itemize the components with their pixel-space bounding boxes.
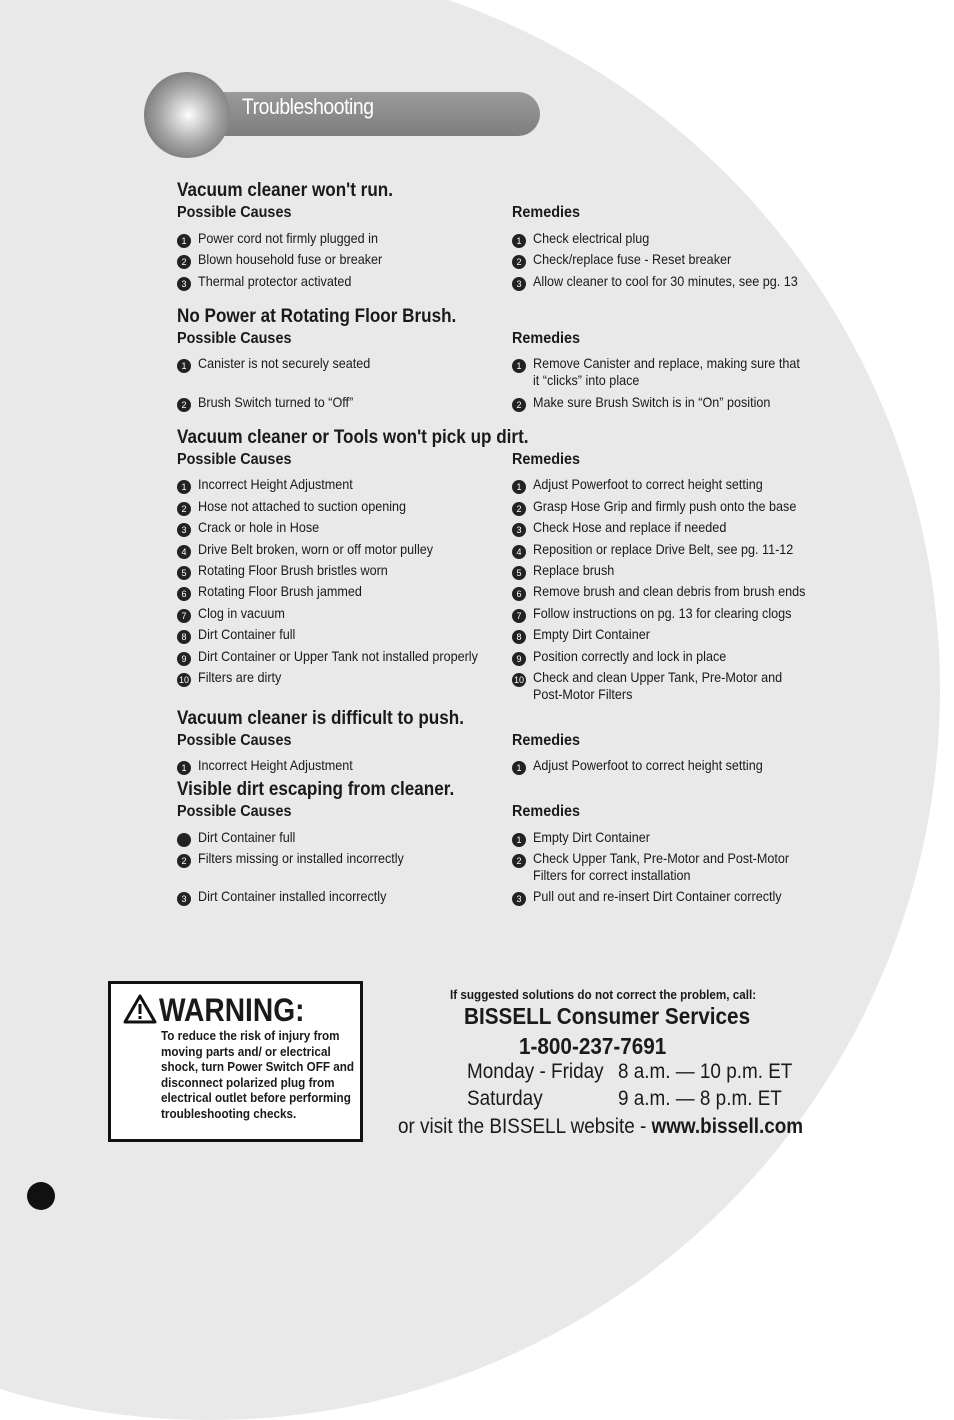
list-item: 1 Canister is not securely seated — [177, 355, 389, 372]
list-item: 4 Drive Belt broken, worn or off motor pulley — [177, 541, 459, 558]
list-item: 6 Remove brush and clean debris from brush ends — [512, 583, 836, 600]
list-item: 5 Rotating Floor Brush bristles worn — [177, 562, 409, 579]
section-no-brush-power — [177, 306, 837, 411]
saturday-hours: 9 a.m. — 8 p.m. ET — [618, 1087, 782, 1110]
causes-heading: Possible Causes — [177, 451, 292, 468]
weekday-label: Monday - Friday — [467, 1060, 604, 1083]
header-sphere-icon — [144, 72, 230, 158]
remedies-heading: Remedies — [512, 204, 581, 221]
section-difficult-push — [177, 708, 837, 774]
number-badge: 1 — [512, 480, 526, 494]
number-badge: 3 — [177, 523, 191, 537]
list-item: 1 Incorrect Height Adjustment — [177, 476, 370, 493]
number-badge: 10 — [178, 675, 189, 686]
list-item: 1 Adjust Powerfoot to correct height setting — [512, 476, 788, 493]
number-badge: 1 — [177, 480, 191, 494]
number-badge: 5 — [512, 566, 526, 580]
causes-heading: Possible Causes — [177, 204, 292, 221]
list-item: 2 Check/replace fuse - Reset breaker — [512, 251, 753, 268]
section-title: Vacuum cleaner won't run. — [177, 180, 393, 201]
warning-triangle-icon — [123, 994, 157, 1024]
list-item: 8 Dirt Container full — [177, 626, 306, 643]
list-item: 2 Hose not attached to suction opening — [177, 498, 429, 515]
list-item: 1 Power cord not firmly plugged in — [177, 230, 398, 247]
list-item: 2 Blown household fuse or breaker — [177, 251, 403, 268]
section-title: Vacuum cleaner or Tools won't pick up dirt. — [177, 427, 529, 448]
list-item: 3 Crack or hole in Hose — [177, 519, 333, 536]
number-badge: 1 — [512, 234, 526, 248]
number-badge: 3 — [177, 277, 191, 291]
list-item: 10 Filters are dirty — [178, 669, 282, 686]
list-item: 3 Dirt Container installed incorrectly — [177, 888, 407, 905]
list-item: 4 Reposition or replace Drive Belt, see pg. 11-12 — [512, 541, 822, 558]
list-item: 1 Remove Canister and replace, making sure that it “clicks” into place — [512, 355, 829, 389]
list-item: 1 Check electrical plug — [512, 230, 662, 247]
list-item: 9 Position correctly and lock in place — [512, 648, 748, 665]
list-item: 3 Allow cleaner to cool for 30 minutes, see pg. 13 — [512, 273, 827, 290]
number-badge: 1 — [177, 761, 191, 775]
remedies-heading: Remedies — [512, 330, 581, 347]
list-item: 2 Check Upper Tank, Pre-Motor and Post-Motor Filters for correct installation — [512, 850, 818, 884]
number-badge: 2 — [512, 398, 526, 412]
number-badge: 1 — [177, 234, 191, 248]
remedies-heading: Remedies — [512, 803, 581, 820]
number-badge: 4 — [177, 545, 191, 559]
number-badge — [177, 833, 191, 847]
number-badge: 1 — [512, 359, 526, 373]
list-item: 1 Empty Dirt Container — [512, 829, 663, 846]
number-badge: 2 — [512, 255, 526, 269]
list-item: 3 Thermal protector activated — [177, 273, 368, 290]
warning-text: To reduce the risk of injury from moving parts and/ or electrical shock, turn Power Switch OFF and disconnect polarized plug from electrical outlet before performing troubleshooting checks. — [161, 1028, 355, 1121]
list-item: 5 Replace brush — [512, 562, 623, 579]
list-item: 2 Grasp Hose Grip and firmly push onto the base — [512, 498, 826, 515]
phone-number: 1-800-237-7691 — [519, 1033, 667, 1059]
section-title: Vacuum cleaner is difficult to push. — [177, 708, 464, 729]
causes-heading: Possible Causes — [177, 803, 292, 820]
weekday-hours: 8 a.m. — 10 p.m. ET — [618, 1060, 793, 1083]
list-item: 9 Dirt Container or Upper Tank not installed properly — [177, 648, 509, 665]
section-title: Visible dirt escaping from cleaner. — [177, 779, 455, 800]
list-item: 1 Incorrect Height Adjustment — [177, 757, 370, 774]
number-badge: 7 — [512, 609, 526, 623]
section-dirt-escaping — [177, 779, 837, 905]
list-item: 10 Check and clean Upper Tank, Pre-Motor and Post-Motor Filters — [513, 669, 783, 702]
saturday-label: Saturday — [467, 1087, 543, 1110]
list-item: 2 Filters missing or installed incorrectly — [177, 850, 427, 867]
number-badge: 8 — [177, 630, 191, 644]
number-badge: 8 — [512, 630, 526, 644]
number-badge: 4 — [512, 545, 526, 559]
number-badge: 6 — [177, 587, 191, 601]
section-wont-run — [177, 180, 837, 290]
number-badge: 3 — [512, 277, 526, 291]
list-item: 7 Follow instructions on pg. 13 for clearing clogs — [512, 605, 820, 622]
number-badge: 2 — [512, 854, 526, 868]
number-badge: 2 — [512, 502, 526, 516]
number-badge: 3 — [177, 892, 191, 906]
number-badge: 3 — [512, 523, 526, 537]
list-item: 2 Brush Switch turned to “Off” — [177, 394, 370, 411]
number-badge: 6 — [512, 587, 526, 601]
causes-heading: Possible Causes — [177, 330, 292, 347]
number-badge: 3 — [512, 892, 526, 906]
contact-intro: If suggested solutions do not correct the problem, call: — [450, 987, 757, 1002]
number-badge: 1 — [512, 833, 526, 847]
number-badge: 5 — [177, 566, 191, 580]
number-badge: 1 — [512, 761, 526, 775]
number-badge: 2 — [177, 854, 191, 868]
warning-box — [108, 981, 363, 1142]
list-item: 3 Check Hose and replace if needed — [512, 519, 748, 536]
list-item: 3 Pull out and re-insert Dirt Container correctly — [512, 888, 809, 905]
number-badge: 7 — [177, 609, 191, 623]
website-link[interactable]: www.bissell.com — [651, 1115, 804, 1138]
page-title: Troubleshooting — [242, 94, 374, 119]
list-item: 8 Empty Dirt Container — [512, 626, 663, 643]
section-no-pickup — [177, 427, 837, 702]
list-item: 7 Clog in vacuum — [177, 605, 295, 622]
remedies-heading: Remedies — [512, 732, 581, 749]
causes-heading: Possible Causes — [177, 732, 292, 749]
number-badge: 2 — [177, 255, 191, 269]
list-item: 1 Adjust Powerfoot to correct height setting — [512, 757, 788, 774]
number-badge: 10 — [513, 675, 524, 686]
remedies-heading: Remedies — [512, 451, 581, 468]
list-item: 6 Rotating Floor Brush jammed — [177, 583, 380, 600]
list-item: 2 Make sure Brush Switch is in “On” position — [512, 394, 797, 411]
number-badge: 2 — [177, 398, 191, 412]
number-badge: 1 — [177, 359, 191, 373]
warning-title: WARNING: — [159, 992, 305, 1028]
company-name: BISSELL Consumer Services — [464, 1003, 751, 1029]
list-item: Dirt Container full — [177, 829, 306, 846]
website-line: or visit the BISSELL website - www.bissell.com — [398, 1115, 804, 1138]
page-marker-dot — [27, 1182, 55, 1210]
number-badge: 9 — [512, 652, 526, 666]
section-title: No Power at Rotating Floor Brush. — [177, 306, 457, 327]
number-badge: 2 — [177, 502, 191, 516]
number-badge: 9 — [177, 652, 191, 666]
